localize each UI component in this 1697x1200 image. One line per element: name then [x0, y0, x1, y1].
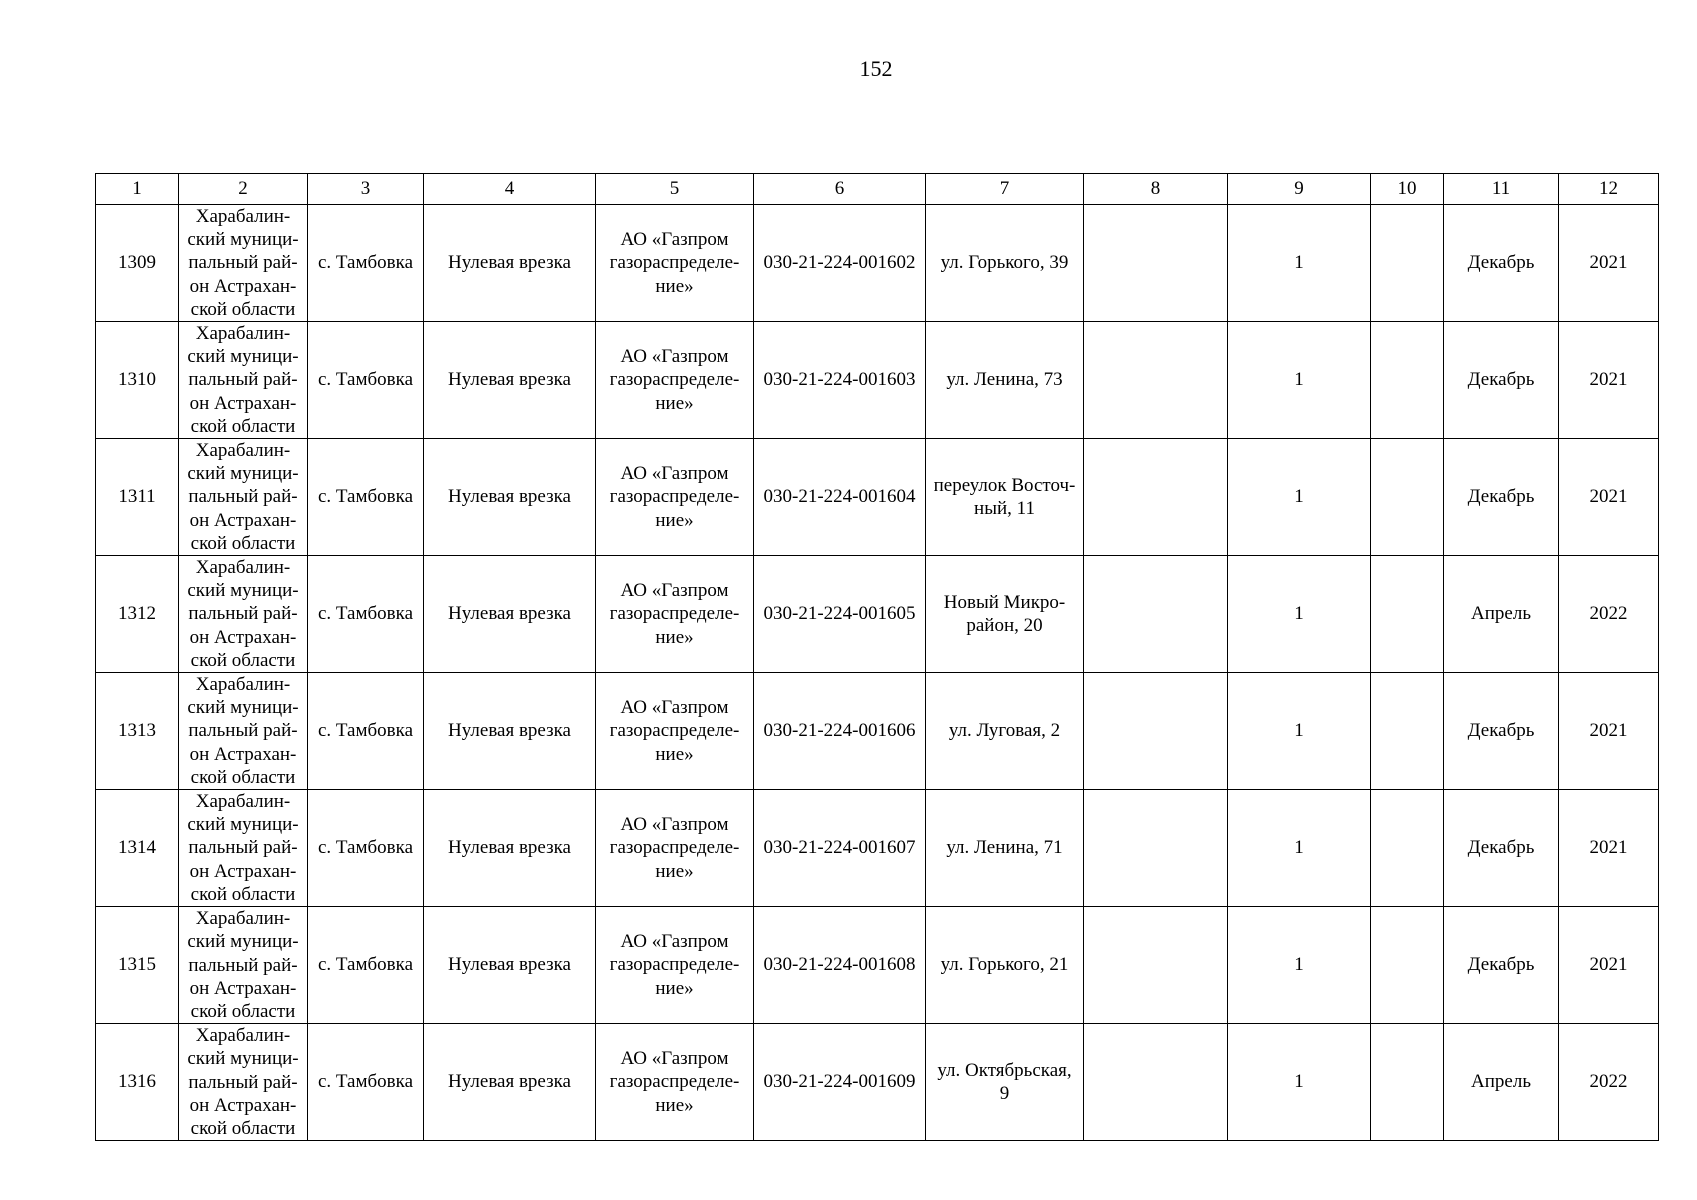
table-row	[96, 790, 1659, 907]
year-cell: 2022	[1559, 556, 1659, 673]
organization-cell-line: ние»	[655, 509, 694, 531]
row-number-cell: 1316	[96, 1024, 179, 1141]
district-cell-line: ский муници-	[187, 229, 299, 251]
table-row	[96, 1024, 1659, 1141]
address-cell-line: переулок Восточ-	[933, 474, 1076, 496]
column-header: 6	[754, 174, 926, 205]
col10-cell	[1371, 205, 1444, 322]
organization-cell-line: АО «Газпром	[620, 1047, 729, 1069]
organization-cell-line: газораспределе-	[609, 720, 740, 742]
district-cell-line: Харабалин-	[195, 674, 291, 696]
organization-cell-line: газораспределе-	[609, 603, 740, 625]
row-number-cell: 1315	[96, 907, 179, 1024]
col10-cell	[1371, 556, 1444, 673]
district-cell-line: он Астрахан-	[189, 275, 297, 297]
district-cell-line: пальный рай-	[188, 1071, 298, 1093]
district-cell-line: ской области	[190, 298, 296, 320]
organization-cell-line: ние»	[655, 392, 694, 414]
organization-cell-line: ние»	[655, 977, 694, 999]
district-cell-line: ский муници-	[187, 1048, 299, 1070]
district-cell-line: он Астрахан-	[189, 977, 297, 999]
row-number-cell: 1313	[96, 673, 179, 790]
district-cell-line: ской области	[190, 1117, 296, 1139]
code-cell: 030-21-224-001606	[754, 673, 926, 790]
code-cell: 030-21-224-001602	[754, 205, 926, 322]
year-cell: 2021	[1559, 205, 1659, 322]
organization-cell-line: АО «Газпром	[620, 930, 729, 952]
district-cell-line: Харабалин-	[195, 791, 291, 813]
work-type-cell: Нулевая врезка	[424, 907, 596, 1024]
organization-cell-line: газораспределе-	[609, 837, 740, 859]
month-cell: Декабрь	[1444, 790, 1559, 907]
organization-cell	[596, 907, 754, 1024]
district-cell-line: он Астрахан-	[189, 860, 297, 882]
row-number-cell: 1310	[96, 322, 179, 439]
address-cell-line: ул. Ленина, 71	[946, 837, 1063, 859]
organization-cell-line: АО «Газпром	[620, 813, 729, 835]
col10-cell	[1371, 439, 1444, 556]
table-row	[96, 205, 1659, 322]
year-cell: 2021	[1559, 673, 1659, 790]
district-cell-line: он Астрахан-	[189, 392, 297, 414]
col8-cell	[1084, 673, 1228, 790]
code-cell: 030-21-224-001604	[754, 439, 926, 556]
quantity-cell: 1	[1228, 556, 1371, 673]
month-cell: Апрель	[1444, 556, 1559, 673]
district-cell-line: он Астрахан-	[189, 743, 297, 765]
district-cell	[179, 205, 308, 322]
locality-cell: с. Тамбовка	[308, 439, 424, 556]
year-cell: 2021	[1559, 790, 1659, 907]
col8-cell	[1084, 1024, 1228, 1141]
organization-cell-line: АО «Газпром	[620, 228, 729, 250]
district-cell-line: ской области	[190, 532, 296, 554]
header-row	[96, 174, 1659, 205]
district-cell-line: Харабалин-	[195, 1025, 291, 1047]
row-number-cell: 1311	[96, 439, 179, 556]
address-cell-line: ул. Горького, 39	[940, 252, 1069, 274]
organization-cell-line: газораспределе-	[609, 252, 740, 274]
address-cell-line: 9	[999, 1083, 1010, 1105]
column-header: 2	[179, 174, 308, 205]
quantity-cell: 1	[1228, 439, 1371, 556]
column-header: 8	[1084, 174, 1228, 205]
district-cell-line: ской области	[190, 1000, 296, 1022]
column-header: 7	[926, 174, 1084, 205]
organization-cell-line: газораспределе-	[609, 486, 740, 508]
page-number: 152	[859, 56, 893, 81]
organization-cell	[596, 556, 754, 673]
locality-cell: с. Тамбовка	[308, 322, 424, 439]
organization-cell-line: ние»	[655, 275, 694, 297]
year-cell: 2022	[1559, 1024, 1659, 1141]
district-cell-line: ский муници-	[187, 463, 299, 485]
locality-cell: с. Тамбовка	[308, 790, 424, 907]
address-cell	[926, 907, 1084, 1024]
code-cell: 030-21-224-001605	[754, 556, 926, 673]
organization-cell-line: газораспределе-	[609, 954, 740, 976]
district-cell-line: ский муници-	[187, 580, 299, 602]
col10-cell	[1371, 907, 1444, 1024]
district-cell-line: пальный рай-	[188, 369, 298, 391]
district-cell-line: ский муници-	[187, 346, 299, 368]
organization-cell	[596, 439, 754, 556]
address-cell-line: ул. Ленина, 73	[946, 369, 1063, 391]
organization-cell	[596, 205, 754, 322]
column-header: 12	[1559, 174, 1659, 205]
organization-cell-line: АО «Газпром	[620, 579, 729, 601]
district-cell-line: пальный рай-	[188, 252, 298, 274]
quantity-cell: 1	[1228, 322, 1371, 439]
table-row	[96, 556, 1659, 673]
row-number-cell: 1314	[96, 790, 179, 907]
address-cell-line: ул. Горького, 21	[940, 954, 1069, 976]
month-cell: Декабрь	[1444, 439, 1559, 556]
locality-cell: с. Тамбовка	[308, 1024, 424, 1141]
address-cell	[926, 673, 1084, 790]
code-cell: 030-21-224-001603	[754, 322, 926, 439]
address-cell-line: ул. Октябрьская,	[937, 1059, 1072, 1081]
district-cell-line: ский муници-	[187, 697, 299, 719]
address-cell-line: район, 20	[966, 615, 1043, 637]
address-cell-line: ный, 11	[974, 498, 1035, 520]
work-type-cell: Нулевая врезка	[424, 790, 596, 907]
district-cell-line: пальный рай-	[188, 837, 298, 859]
col10-cell	[1371, 673, 1444, 790]
year-cell: 2021	[1559, 322, 1659, 439]
table-row	[96, 322, 1659, 439]
district-cell-line: он Астрахан-	[189, 1094, 297, 1116]
work-type-cell: Нулевая врезка	[424, 556, 596, 673]
locality-cell: с. Тамбовка	[308, 907, 424, 1024]
column-header: 11	[1444, 174, 1559, 205]
table-row	[96, 907, 1659, 1024]
table-body	[96, 205, 1659, 1141]
work-type-cell: Нулевая врезка	[424, 439, 596, 556]
district-cell	[179, 439, 308, 556]
work-type-cell: Нулевая врезка	[424, 1024, 596, 1141]
organization-cell-line: газораспределе-	[609, 1071, 740, 1093]
address-cell-line: ул. Луговая, 2	[948, 720, 1061, 742]
organization-cell-line: АО «Газпром	[620, 345, 729, 367]
quantity-cell: 1	[1228, 907, 1371, 1024]
col10-cell	[1371, 790, 1444, 907]
organization-cell-line: ние»	[655, 860, 694, 882]
quantity-cell: 1	[1228, 790, 1371, 907]
month-cell: Декабрь	[1444, 907, 1559, 1024]
organization-cell-line: ние»	[655, 1094, 694, 1116]
quantity-cell: 1	[1228, 1024, 1371, 1141]
district-cell	[179, 1024, 308, 1141]
district-cell-line: Харабалин-	[195, 908, 291, 930]
district-cell-line: пальный рай-	[188, 603, 298, 625]
col8-cell	[1084, 556, 1228, 673]
organization-cell-line: АО «Газпром	[620, 696, 729, 718]
work-type-cell: Нулевая врезка	[424, 205, 596, 322]
organization-cell-line: АО «Газпром	[620, 462, 729, 484]
col8-cell	[1084, 790, 1228, 907]
table-row	[96, 673, 1659, 790]
work-type-cell: Нулевая врезка	[424, 322, 596, 439]
address-cell	[926, 1024, 1084, 1141]
district-cell-line: он Астрахан-	[189, 626, 297, 648]
organization-cell-line: ние»	[655, 626, 694, 648]
table-row	[96, 439, 1659, 556]
district-cell-line: ской области	[190, 766, 296, 788]
year-cell: 2021	[1559, 439, 1659, 556]
code-cell: 030-21-224-001607	[754, 790, 926, 907]
district-cell-line: ской области	[190, 883, 296, 905]
row-number-cell: 1309	[96, 205, 179, 322]
organization-cell	[596, 673, 754, 790]
col8-cell	[1084, 205, 1228, 322]
code-cell: 030-21-224-001608	[754, 907, 926, 1024]
col8-cell	[1084, 439, 1228, 556]
address-cell-line: Новый Микро-	[943, 591, 1066, 613]
column-header: 10	[1371, 174, 1444, 205]
column-header: 3	[308, 174, 424, 205]
column-header: 1	[96, 174, 179, 205]
district-cell-line: Харабалин-	[195, 206, 291, 227]
locality-cell: с. Тамбовка	[308, 205, 424, 322]
district-cell-line: пальный рай-	[188, 954, 298, 976]
month-cell: Декабрь	[1444, 205, 1559, 322]
locality-cell: с. Тамбовка	[308, 673, 424, 790]
organization-cell-line: ние»	[655, 743, 694, 765]
column-header: 4	[424, 174, 596, 205]
organization-cell-line: газораспределе-	[609, 369, 740, 391]
column-header: 5	[596, 174, 754, 205]
organization-cell	[596, 322, 754, 439]
district-cell	[179, 322, 308, 439]
col8-cell	[1084, 907, 1228, 1024]
district-cell	[179, 673, 308, 790]
code-cell: 030-21-224-001609	[754, 1024, 926, 1141]
col8-cell	[1084, 322, 1228, 439]
district-cell-line: пальный рай-	[188, 720, 298, 742]
col10-cell	[1371, 322, 1444, 439]
district-cell-line: ской области	[190, 649, 296, 671]
locality-cell: с. Тамбовка	[308, 556, 424, 673]
district-cell-line: Харабалин-	[195, 557, 291, 579]
district-cell-line: Харабалин-	[195, 440, 291, 462]
organization-cell	[596, 790, 754, 907]
month-cell: Декабрь	[1444, 673, 1559, 790]
column-header: 9	[1228, 174, 1371, 205]
district-cell-line: пальный рай-	[188, 486, 298, 508]
address-cell	[926, 439, 1084, 556]
address-cell	[926, 322, 1084, 439]
district-cell-line: ский муници-	[187, 931, 299, 953]
month-cell: Апрель	[1444, 1024, 1559, 1141]
address-cell	[926, 790, 1084, 907]
district-cell	[179, 907, 308, 1024]
data-table	[95, 173, 1659, 1141]
quantity-cell: 1	[1228, 205, 1371, 322]
month-cell: Декабрь	[1444, 322, 1559, 439]
district-cell	[179, 790, 308, 907]
district-cell-line: ский муници-	[187, 814, 299, 836]
address-cell	[926, 205, 1084, 322]
district-cell-line: Харабалин-	[195, 323, 291, 345]
work-type-cell: Нулевая врезка	[424, 673, 596, 790]
district-cell	[179, 556, 308, 673]
organization-cell	[596, 1024, 754, 1141]
quantity-cell: 1	[1228, 673, 1371, 790]
district-cell-line: он Астрахан-	[189, 509, 297, 531]
address-cell	[926, 556, 1084, 673]
col10-cell	[1371, 1024, 1444, 1141]
year-cell: 2021	[1559, 907, 1659, 1024]
district-cell-line: ской области	[190, 415, 296, 437]
row-number-cell: 1312	[96, 556, 179, 673]
